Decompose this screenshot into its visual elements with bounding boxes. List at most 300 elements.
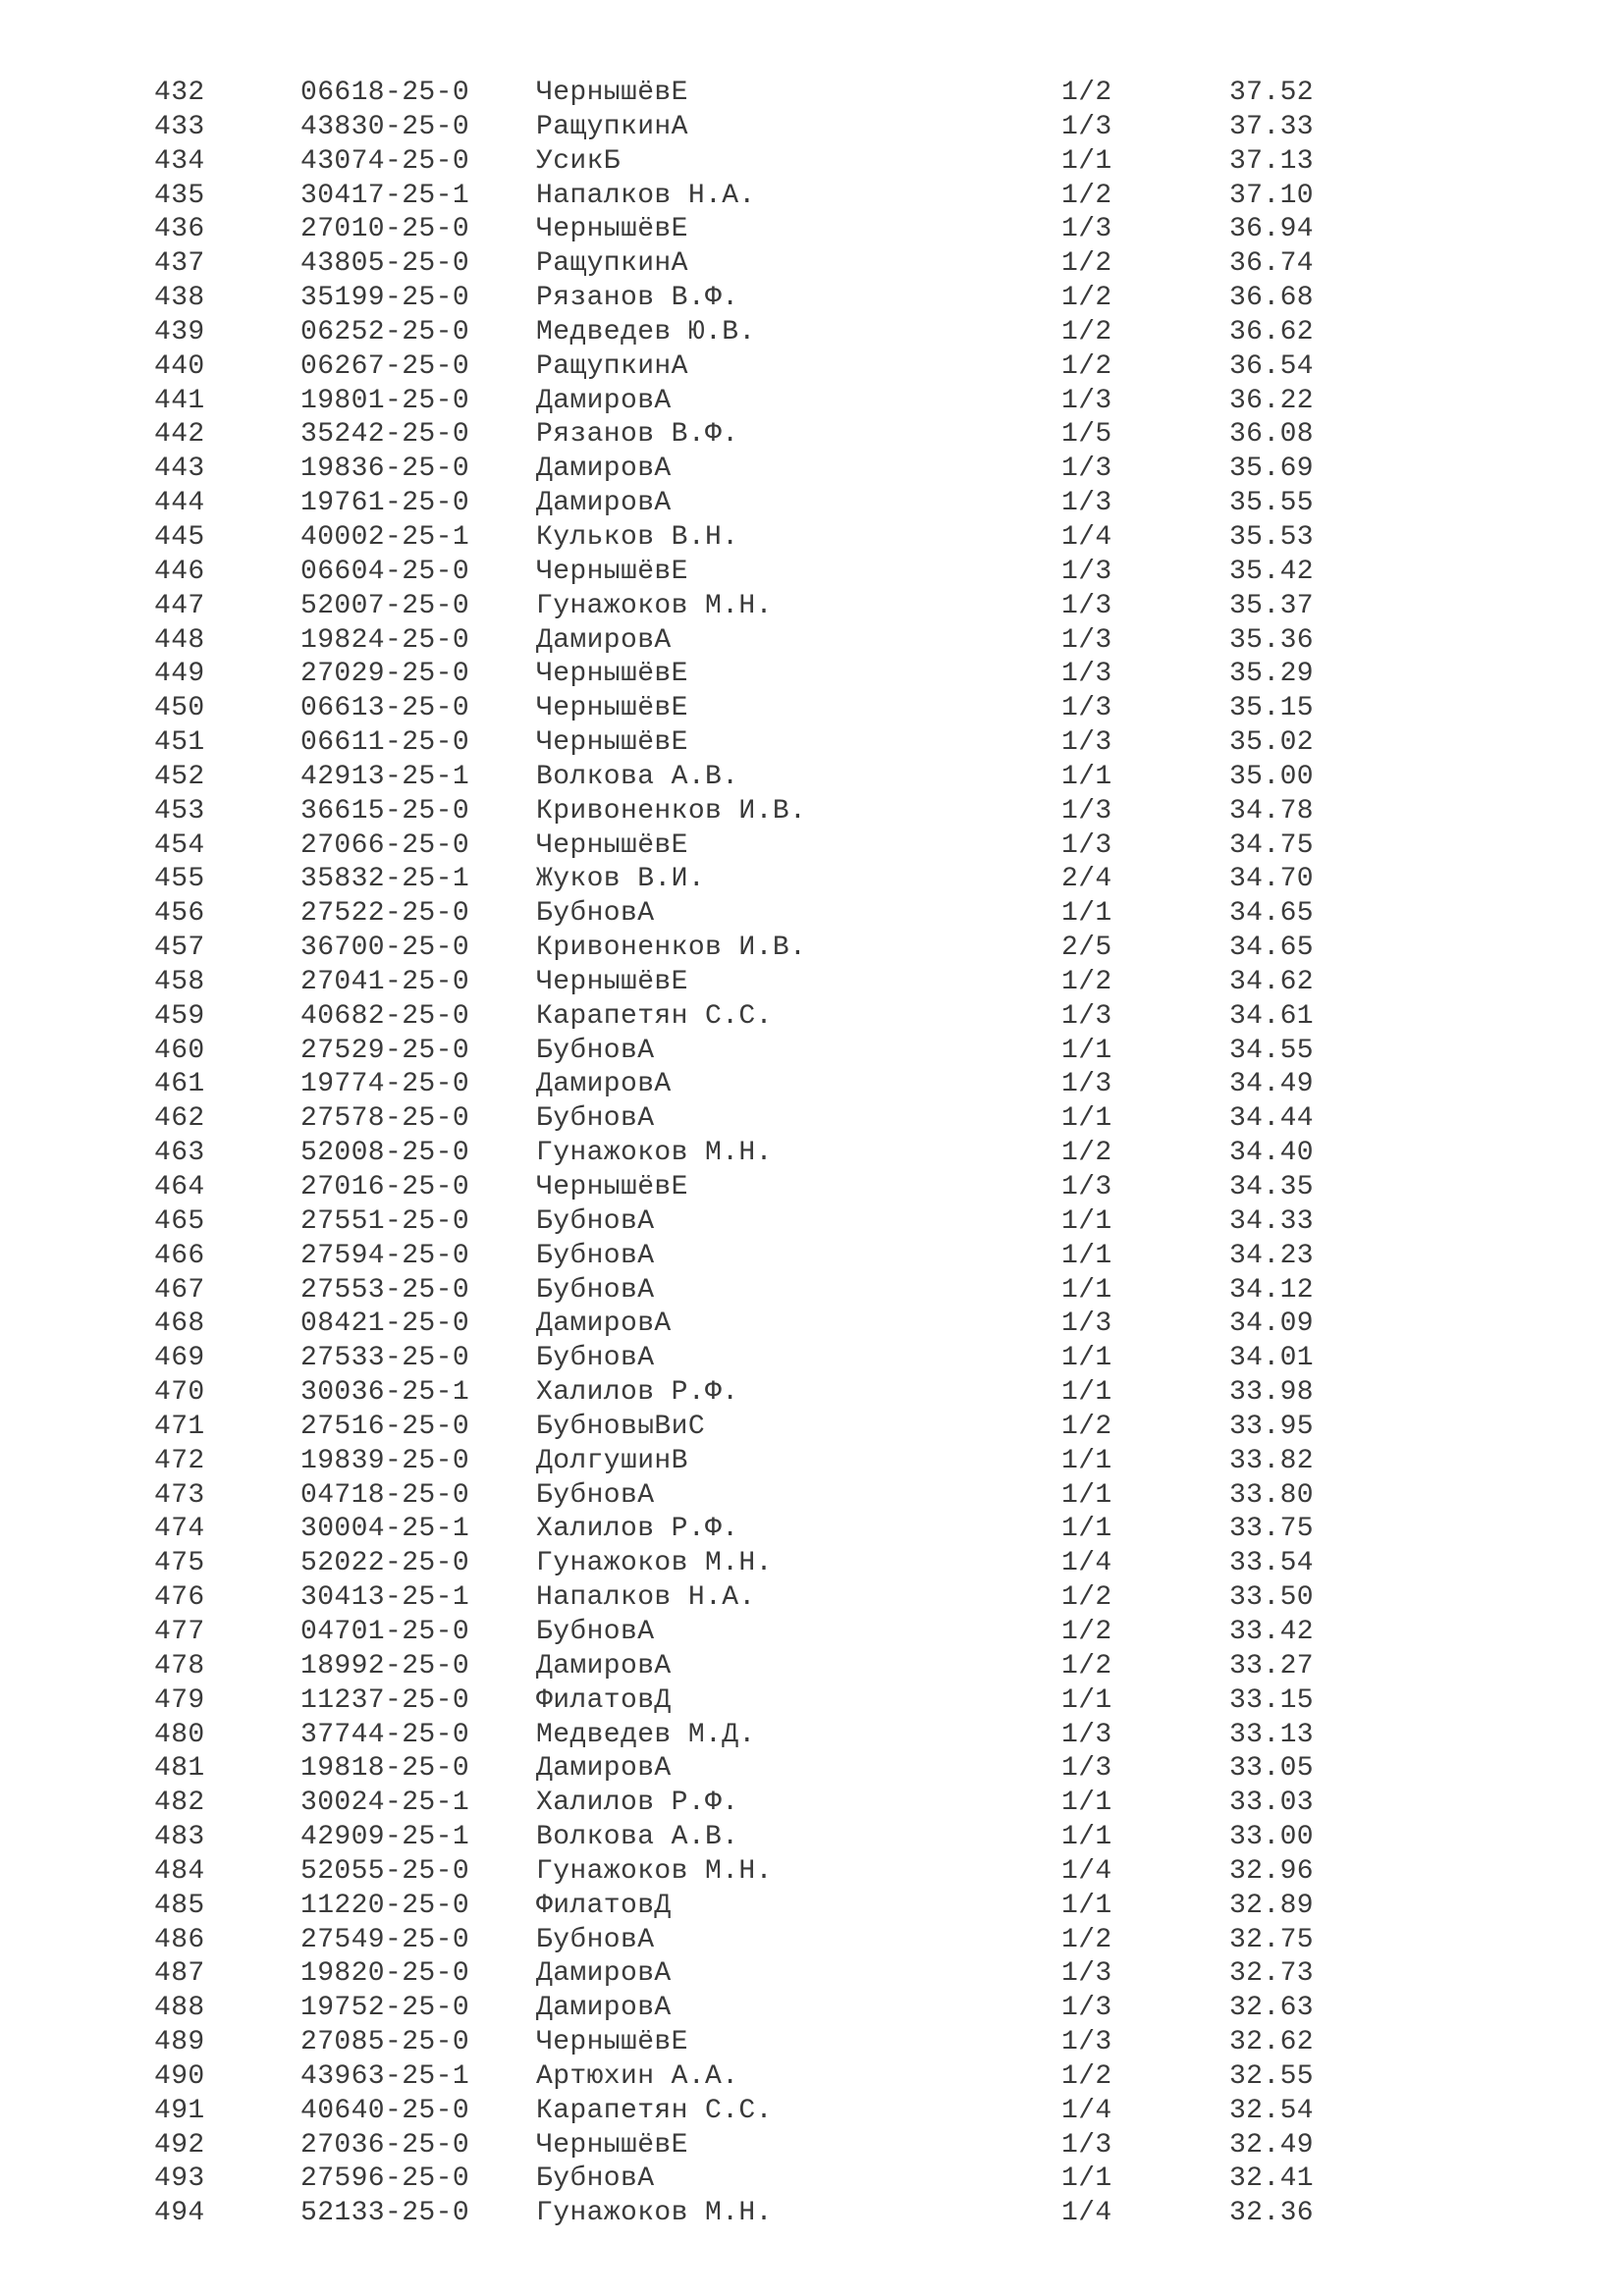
record-code: 42913-25-1 bbox=[300, 761, 470, 792]
author-name: Медведев М.Д. bbox=[536, 1719, 756, 1750]
score-value: 32.96 bbox=[1228, 1855, 1314, 1887]
row-number: 478 bbox=[154, 1650, 205, 1682]
list-row bbox=[0, 453, 1624, 487]
record-code: 27036-25-0 bbox=[300, 2129, 470, 2161]
list-row bbox=[0, 2197, 1624, 2231]
record-code: 30004-25-1 bbox=[300, 1514, 470, 1545]
author-name: РащупкинА bbox=[536, 111, 688, 142]
row-number: 450 bbox=[154, 693, 205, 724]
author-name: ДамировА bbox=[536, 488, 672, 519]
author-name: Рязанов В.Ф. bbox=[536, 283, 739, 314]
list-row bbox=[0, 487, 1624, 521]
row-number: 481 bbox=[154, 1753, 205, 1785]
score-value: 34.23 bbox=[1228, 1240, 1314, 1271]
fraction: 2/5 bbox=[1061, 933, 1112, 964]
list-row bbox=[0, 1479, 1624, 1514]
record-code: 43963-25-1 bbox=[300, 2060, 470, 2092]
list-row bbox=[0, 1513, 1624, 1547]
row-number: 437 bbox=[154, 248, 205, 280]
fraction: 1/2 bbox=[1061, 180, 1112, 211]
record-code: 43074-25-0 bbox=[300, 145, 470, 177]
list-row bbox=[0, 829, 1624, 864]
fraction: 1/1 bbox=[1061, 1479, 1112, 1511]
row-number: 449 bbox=[154, 659, 205, 690]
list-row bbox=[0, 1924, 1624, 1958]
list-row bbox=[0, 556, 1624, 590]
author-name: Карапетян С.С. bbox=[536, 2095, 773, 2126]
score-value: 35.00 bbox=[1228, 761, 1314, 792]
score-value: 32.41 bbox=[1228, 2163, 1314, 2195]
record-code: 08421-25-0 bbox=[300, 1308, 470, 1340]
score-value: 34.09 bbox=[1228, 1308, 1314, 1340]
row-number: 439 bbox=[154, 316, 205, 347]
score-value: 32.75 bbox=[1228, 1924, 1314, 1955]
row-number: 477 bbox=[154, 1616, 205, 1647]
score-value: 36.54 bbox=[1228, 350, 1314, 382]
row-number: 438 bbox=[154, 283, 205, 314]
author-name: ЧернышёвЕ bbox=[536, 659, 688, 690]
row-number: 446 bbox=[154, 556, 205, 587]
score-value: 37.10 bbox=[1228, 180, 1314, 211]
score-value: 36.08 bbox=[1228, 419, 1314, 451]
score-value: 35.15 bbox=[1228, 693, 1314, 724]
row-number: 441 bbox=[154, 385, 205, 416]
fraction: 1/2 bbox=[1061, 2060, 1112, 2092]
author-name: БубновА bbox=[536, 2163, 655, 2195]
row-number: 447 bbox=[154, 590, 205, 621]
list-row bbox=[0, 1547, 1624, 1581]
row-number: 479 bbox=[154, 1684, 205, 1716]
score-value: 33.03 bbox=[1228, 1788, 1314, 1819]
author-name: ЧернышёвЕ bbox=[536, 556, 688, 587]
score-value: 34.61 bbox=[1228, 1000, 1314, 1032]
author-name: Халилов Р.Ф. bbox=[536, 1377, 739, 1409]
list-row bbox=[0, 2095, 1624, 2129]
fraction: 1/3 bbox=[1061, 727, 1112, 759]
score-value: 33.95 bbox=[1228, 1411, 1314, 1442]
record-code: 19774-25-0 bbox=[300, 1069, 470, 1100]
fraction: 1/1 bbox=[1061, 1377, 1112, 1409]
record-code: 19818-25-0 bbox=[300, 1753, 470, 1785]
list-row bbox=[0, 111, 1624, 145]
author-name: Жуков В.И. bbox=[536, 864, 706, 895]
row-number: 453 bbox=[154, 795, 205, 827]
fraction: 1/3 bbox=[1061, 556, 1112, 587]
record-code: 27085-25-0 bbox=[300, 2027, 470, 2058]
author-name: ЧернышёвЕ bbox=[536, 829, 688, 861]
record-code: 40002-25-1 bbox=[300, 521, 470, 553]
list-row bbox=[0, 1171, 1624, 1205]
record-code: 36700-25-0 bbox=[300, 933, 470, 964]
author-name: Напалков Н.А. bbox=[536, 1582, 756, 1614]
author-name: ЧернышёвЕ bbox=[536, 966, 688, 997]
record-code: 27029-25-0 bbox=[300, 659, 470, 690]
score-value: 34.55 bbox=[1228, 1035, 1314, 1066]
fraction: 1/3 bbox=[1061, 590, 1112, 621]
fraction: 1/3 bbox=[1061, 1753, 1112, 1785]
record-code: 11237-25-0 bbox=[300, 1684, 470, 1716]
score-value: 32.49 bbox=[1228, 2129, 1314, 2161]
row-number: 476 bbox=[154, 1582, 205, 1614]
score-value: 35.55 bbox=[1228, 488, 1314, 519]
author-name: Гунажоков М.Н. bbox=[536, 2198, 773, 2229]
list-row bbox=[0, 692, 1624, 726]
score-value: 34.44 bbox=[1228, 1103, 1314, 1135]
score-value: 36.74 bbox=[1228, 248, 1314, 280]
fraction: 1/1 bbox=[1061, 2163, 1112, 2195]
row-number: 434 bbox=[154, 145, 205, 177]
row-number: 467 bbox=[154, 1274, 205, 1306]
record-code: 19761-25-0 bbox=[300, 488, 470, 519]
author-name: ДамировА bbox=[536, 454, 672, 485]
author-name: ДамировА bbox=[536, 1650, 672, 1682]
author-name: ЧернышёвЕ bbox=[536, 727, 688, 759]
record-code: 27578-25-0 bbox=[300, 1103, 470, 1135]
score-value: 32.54 bbox=[1228, 2095, 1314, 2126]
row-number: 494 bbox=[154, 2198, 205, 2229]
author-name: ЧернышёвЕ bbox=[536, 693, 688, 724]
author-name: ЧернышёвЕ bbox=[536, 78, 688, 108]
row-number: 432 bbox=[154, 78, 205, 108]
record-code: 06611-25-0 bbox=[300, 727, 470, 759]
row-number: 462 bbox=[154, 1103, 205, 1135]
score-value: 37.13 bbox=[1228, 145, 1314, 177]
score-value: 36.62 bbox=[1228, 316, 1314, 347]
author-name: Напалков Н.А. bbox=[536, 180, 756, 211]
author-name: БубновА bbox=[536, 1616, 655, 1647]
record-code: 30036-25-1 bbox=[300, 1377, 470, 1409]
author-name: РащупкинА bbox=[536, 350, 688, 382]
row-number: 472 bbox=[154, 1445, 205, 1476]
score-value: 32.89 bbox=[1228, 1890, 1314, 1921]
record-code: 11220-25-0 bbox=[300, 1890, 470, 1921]
author-name: ДамировА bbox=[536, 1069, 672, 1100]
list-row bbox=[0, 1719, 1624, 1753]
author-name: РащупкинА bbox=[536, 248, 688, 280]
row-number: 443 bbox=[154, 454, 205, 485]
fraction: 1/2 bbox=[1061, 1582, 1112, 1614]
list-row bbox=[0, 418, 1624, 453]
score-value: 37.33 bbox=[1228, 111, 1314, 142]
fraction: 1/1 bbox=[1061, 1514, 1112, 1545]
fraction: 1/2 bbox=[1061, 78, 1112, 108]
author-name: ЧернышёвЕ bbox=[536, 2129, 688, 2161]
list-row bbox=[0, 521, 1624, 556]
record-code: 27066-25-0 bbox=[300, 829, 470, 861]
row-number: 465 bbox=[154, 1205, 205, 1237]
record-code: 43805-25-0 bbox=[300, 248, 470, 280]
record-code: 27594-25-0 bbox=[300, 1240, 470, 1271]
list-row bbox=[0, 1957, 1624, 1992]
row-number: 456 bbox=[154, 898, 205, 930]
fraction: 1/2 bbox=[1061, 966, 1112, 997]
list-row bbox=[0, 77, 1624, 111]
score-value: 35.36 bbox=[1228, 624, 1314, 656]
list-row bbox=[0, 247, 1624, 282]
fraction: 1/3 bbox=[1061, 693, 1112, 724]
score-value: 36.94 bbox=[1228, 214, 1314, 245]
score-value: 32.73 bbox=[1228, 1958, 1314, 1990]
fraction: 1/2 bbox=[1061, 1616, 1112, 1647]
record-code: 35832-25-1 bbox=[300, 864, 470, 895]
record-code: 18992-25-0 bbox=[300, 1650, 470, 1682]
row-number: 455 bbox=[154, 864, 205, 895]
score-value: 33.42 bbox=[1228, 1616, 1314, 1647]
author-name: БубновА bbox=[536, 898, 655, 930]
fraction: 1/1 bbox=[1061, 1822, 1112, 1853]
score-value: 33.82 bbox=[1228, 1445, 1314, 1476]
row-number: 445 bbox=[154, 521, 205, 553]
results-list bbox=[0, 77, 1624, 2231]
score-value: 34.62 bbox=[1228, 966, 1314, 997]
author-name: Карапетян С.С. bbox=[536, 1000, 773, 1032]
author-name: Кривоненков И.В. bbox=[536, 933, 807, 964]
author-name: Волкова А.В. bbox=[536, 761, 739, 792]
list-row bbox=[0, 1308, 1624, 1342]
author-name: БубновА bbox=[536, 1205, 655, 1237]
record-code: 37744-25-0 bbox=[300, 1719, 470, 1750]
record-code: 19836-25-0 bbox=[300, 454, 470, 485]
row-number: 489 bbox=[154, 2027, 205, 2058]
list-row bbox=[0, 1616, 1624, 1650]
fraction: 1/3 bbox=[1061, 1172, 1112, 1202]
score-value: 32.55 bbox=[1228, 2060, 1314, 2092]
author-name: ФилатовД bbox=[536, 1684, 672, 1716]
list-row bbox=[0, 350, 1624, 385]
fraction: 1/3 bbox=[1061, 2027, 1112, 2058]
author-name: БубновА bbox=[536, 1479, 655, 1511]
author-name: БубновА bbox=[536, 1240, 655, 1271]
author-name: ДамировА bbox=[536, 1958, 672, 1990]
row-number: 451 bbox=[154, 727, 205, 759]
list-row bbox=[0, 1992, 1624, 2026]
score-value: 34.12 bbox=[1228, 1274, 1314, 1306]
record-code: 30413-25-1 bbox=[300, 1582, 470, 1614]
row-number: 440 bbox=[154, 350, 205, 382]
row-number: 454 bbox=[154, 829, 205, 861]
list-row bbox=[0, 1890, 1624, 1924]
score-value: 35.29 bbox=[1228, 659, 1314, 690]
author-name: ЧернышёвЕ bbox=[536, 2027, 688, 2058]
row-number: 486 bbox=[154, 1924, 205, 1955]
score-value: 34.70 bbox=[1228, 864, 1314, 895]
row-number: 460 bbox=[154, 1035, 205, 1066]
record-code: 43830-25-0 bbox=[300, 111, 470, 142]
fraction: 1/2 bbox=[1061, 350, 1112, 382]
record-code: 52133-25-0 bbox=[300, 2198, 470, 2229]
fraction: 1/4 bbox=[1061, 1548, 1112, 1579]
record-code: 27533-25-0 bbox=[300, 1343, 470, 1374]
score-value: 35.53 bbox=[1228, 521, 1314, 553]
record-code: 27516-25-0 bbox=[300, 1411, 470, 1442]
record-code: 42909-25-1 bbox=[300, 1822, 470, 1853]
author-name: Волкова А.В. bbox=[536, 1822, 739, 1853]
record-code: 06252-25-0 bbox=[300, 316, 470, 347]
author-name: Медведев Ю.В. bbox=[536, 316, 756, 347]
record-code: 06618-25-0 bbox=[300, 78, 470, 108]
list-row bbox=[0, 1376, 1624, 1411]
fraction: 1/1 bbox=[1061, 1274, 1112, 1306]
record-code: 27553-25-0 bbox=[300, 1274, 470, 1306]
row-number: 436 bbox=[154, 214, 205, 245]
record-code: 27041-25-0 bbox=[300, 966, 470, 997]
fraction: 1/2 bbox=[1061, 316, 1112, 347]
list-row bbox=[0, 2129, 1624, 2163]
record-code: 27016-25-0 bbox=[300, 1172, 470, 1202]
fraction: 1/2 bbox=[1061, 283, 1112, 314]
author-name: БубновА bbox=[536, 1035, 655, 1066]
row-number: 468 bbox=[154, 1308, 205, 1340]
score-value: 32.36 bbox=[1228, 2198, 1314, 2229]
author-name: Гунажоков М.Н. bbox=[536, 1855, 773, 1887]
fraction: 1/3 bbox=[1061, 1000, 1112, 1032]
list-row bbox=[0, 966, 1624, 1000]
fraction: 1/3 bbox=[1061, 454, 1112, 485]
record-code: 52055-25-0 bbox=[300, 1855, 470, 1887]
row-number: 475 bbox=[154, 1548, 205, 1579]
author-name: ДолгушинВ bbox=[536, 1445, 688, 1476]
list-row bbox=[0, 726, 1624, 761]
list-row bbox=[0, 1581, 1624, 1616]
row-number: 444 bbox=[154, 488, 205, 519]
fraction: 1/3 bbox=[1061, 385, 1112, 416]
record-code: 19801-25-0 bbox=[300, 385, 470, 416]
row-number: 482 bbox=[154, 1788, 205, 1819]
row-number: 457 bbox=[154, 933, 205, 964]
author-name: ДамировА bbox=[536, 624, 672, 656]
author-name: Гунажоков М.Н. bbox=[536, 1548, 773, 1579]
fraction: 1/4 bbox=[1061, 1855, 1112, 1887]
row-number: 487 bbox=[154, 1958, 205, 1990]
list-row bbox=[0, 1650, 1624, 1684]
author-name: БубновыВиС bbox=[536, 1411, 706, 1442]
author-name: ЧернышёвЕ bbox=[536, 1172, 688, 1202]
score-value: 34.40 bbox=[1228, 1138, 1314, 1169]
fraction: 1/3 bbox=[1061, 111, 1112, 142]
row-number: 485 bbox=[154, 1890, 205, 1921]
record-code: 27522-25-0 bbox=[300, 898, 470, 930]
list-row bbox=[0, 145, 1624, 180]
row-number: 483 bbox=[154, 1822, 205, 1853]
score-value: 33.05 bbox=[1228, 1753, 1314, 1785]
score-value: 34.35 bbox=[1228, 1172, 1314, 1202]
record-code: 27551-25-0 bbox=[300, 1205, 470, 1237]
record-code: 27010-25-0 bbox=[300, 214, 470, 245]
author-name: ЧернышёвЕ bbox=[536, 214, 688, 245]
row-number: 484 bbox=[154, 1855, 205, 1887]
record-code: 30024-25-1 bbox=[300, 1788, 470, 1819]
record-code: 27529-25-0 bbox=[300, 1035, 470, 1066]
list-row bbox=[0, 2163, 1624, 2197]
list-row bbox=[0, 1821, 1624, 1855]
author-name: ДамировА bbox=[536, 1993, 672, 2024]
record-code: 19820-25-0 bbox=[300, 1958, 470, 1990]
author-name: Рязанов В.Ф. bbox=[536, 419, 739, 451]
list-row bbox=[0, 180, 1624, 214]
fraction: 1/4 bbox=[1061, 2095, 1112, 2126]
record-code: 04718-25-0 bbox=[300, 1479, 470, 1511]
record-code: 04701-25-0 bbox=[300, 1616, 470, 1647]
record-code: 40682-25-0 bbox=[300, 1000, 470, 1032]
row-number: 469 bbox=[154, 1343, 205, 1374]
list-row bbox=[0, 1752, 1624, 1787]
fraction: 1/5 bbox=[1061, 419, 1112, 451]
fraction: 1/3 bbox=[1061, 1719, 1112, 1750]
record-code: 27596-25-0 bbox=[300, 2163, 470, 2195]
author-name: БубновА bbox=[536, 1103, 655, 1135]
score-value: 33.13 bbox=[1228, 1719, 1314, 1750]
score-value: 34.33 bbox=[1228, 1205, 1314, 1237]
score-value: 35.42 bbox=[1228, 556, 1314, 587]
fraction: 1/2 bbox=[1061, 1411, 1112, 1442]
record-code: 35199-25-0 bbox=[300, 283, 470, 314]
row-number: 473 bbox=[154, 1479, 205, 1511]
row-number: 490 bbox=[154, 2060, 205, 2092]
row-number: 464 bbox=[154, 1172, 205, 1202]
author-name: Гунажоков М.Н. bbox=[536, 590, 773, 621]
fraction: 1/1 bbox=[1061, 1684, 1112, 1716]
score-value: 34.65 bbox=[1228, 898, 1314, 930]
score-value: 33.98 bbox=[1228, 1377, 1314, 1409]
row-number: 488 bbox=[154, 1993, 205, 2024]
fraction: 1/3 bbox=[1061, 1308, 1112, 1340]
score-value: 34.01 bbox=[1228, 1343, 1314, 1374]
record-code: 52022-25-0 bbox=[300, 1548, 470, 1579]
record-code: 40640-25-0 bbox=[300, 2095, 470, 2126]
record-code: 30417-25-1 bbox=[300, 180, 470, 211]
fraction: 1/1 bbox=[1061, 145, 1112, 177]
score-value: 32.62 bbox=[1228, 2027, 1314, 2058]
row-number: 463 bbox=[154, 1138, 205, 1169]
list-row bbox=[0, 1411, 1624, 1445]
score-value: 34.78 bbox=[1228, 795, 1314, 827]
record-code: 36615-25-0 bbox=[300, 795, 470, 827]
list-row bbox=[0, 385, 1624, 419]
list-row bbox=[0, 1035, 1624, 1069]
row-number: 442 bbox=[154, 419, 205, 451]
record-code: 19752-25-0 bbox=[300, 1993, 470, 2024]
fraction: 2/4 bbox=[1061, 864, 1112, 895]
score-value: 33.00 bbox=[1228, 1822, 1314, 1853]
record-code: 52008-25-0 bbox=[300, 1138, 470, 1169]
row-number: 471 bbox=[154, 1411, 205, 1442]
list-row bbox=[0, 316, 1624, 350]
row-number: 480 bbox=[154, 1719, 205, 1750]
fraction: 1/3 bbox=[1061, 659, 1112, 690]
author-name: Халилов Р.Ф. bbox=[536, 1788, 739, 1819]
fraction: 1/2 bbox=[1061, 1650, 1112, 1682]
list-row bbox=[0, 213, 1624, 247]
list-row bbox=[0, 1240, 1624, 1274]
score-value: 33.15 bbox=[1228, 1684, 1314, 1716]
score-value: 33.80 bbox=[1228, 1479, 1314, 1511]
fraction: 1/3 bbox=[1061, 1069, 1112, 1100]
score-value: 33.27 bbox=[1228, 1650, 1314, 1682]
fraction: 1/1 bbox=[1061, 1103, 1112, 1135]
fraction: 1/2 bbox=[1061, 1138, 1112, 1169]
author-name: Гунажоков М.Н. bbox=[536, 1138, 773, 1169]
author-name: ДамировА bbox=[536, 1308, 672, 1340]
fraction: 1/3 bbox=[1061, 1993, 1112, 2024]
record-code: 35242-25-0 bbox=[300, 419, 470, 451]
fraction: 1/1 bbox=[1061, 1890, 1112, 1921]
fraction: 1/3 bbox=[1061, 214, 1112, 245]
row-number: 433 bbox=[154, 111, 205, 142]
list-row bbox=[0, 2060, 1624, 2095]
row-number: 435 bbox=[154, 180, 205, 211]
fraction: 1/2 bbox=[1061, 248, 1112, 280]
fraction: 1/1 bbox=[1061, 1343, 1112, 1374]
